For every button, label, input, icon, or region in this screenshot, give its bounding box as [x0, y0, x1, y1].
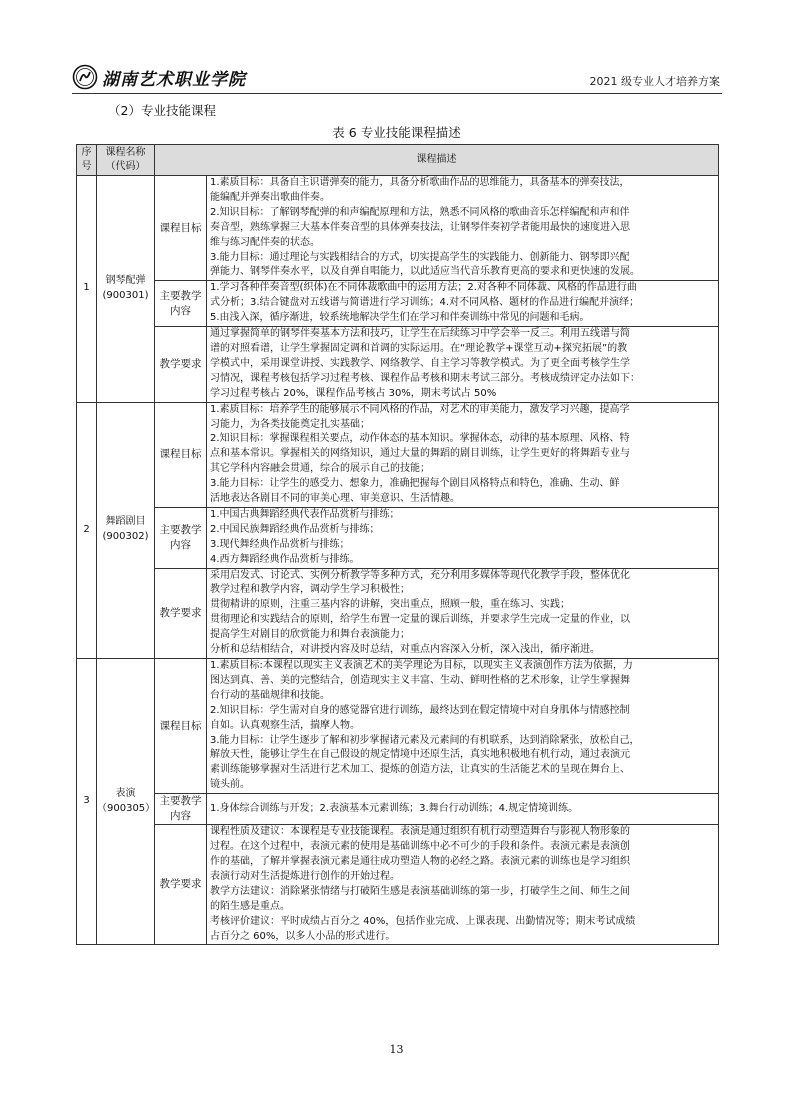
row-label: 教学要求 [155, 825, 207, 945]
header-description: 课程描述 [155, 145, 719, 176]
course-name: 钢琴配弹 [105, 274, 146, 286]
description-line: 奏音型，熟练掌握三大基本伴奏音型的具体弹奏技法，让钢琴伴奏初学者能用最快的速度进入思 [210, 221, 630, 233]
description-line: 教学方法建议：消除紧张情绪与打破陌生感是表演基础训练的第一步，打破学生之间、师生之间 [210, 885, 630, 897]
row-label: 教学要求 [155, 327, 207, 403]
table-row [77, 402, 719, 507]
description-line: 其它学科内容融会贯通，综合的展示自己的技能； [210, 463, 430, 475]
description-line: 弹能力、钢琴伴奏水平，以及自弹自唱能力，以此适应当代音乐教育更高的要求和更快速的发展。 [210, 266, 640, 278]
description-line: 解放天性，能够让学生在自己假设的规定情境中还原生活，真实地积极地有机行动，通过表演元 [210, 749, 630, 761]
course-code: (900302) [102, 531, 149, 543]
course-code: （900305） [97, 802, 156, 814]
row-description [207, 402, 719, 507]
header-no: 序 号 [77, 145, 97, 176]
description-line: 3.现代舞经典作品赏析与排练； [210, 538, 350, 550]
description-line: 过程。在这个过程中，表演元素的使用是基础训练中必不可少的手段和条件。表演元素是表演创 [210, 841, 630, 853]
table-row [77, 327, 719, 403]
row-label: 主要教学内容 [155, 507, 207, 568]
school-name: 湖南艺术职业学院 [102, 69, 246, 90]
course-name-cell [97, 176, 155, 403]
description-line: 贯彻理论和实践结合的原则，给学生布置一定量的课后训练，并要求学生完成一定量的作业，以 [210, 614, 630, 626]
row-label: 课程目标 [155, 402, 207, 507]
course-name: 表演 [115, 787, 136, 799]
page-header [72, 62, 722, 94]
description-line: 式分析；3.结合键盘对五线谱与简谱进行学习训练；4.对不同风格、题材的作品进行编配并演绎； [210, 297, 640, 309]
description-line: 表演行动对生活提炼进行创作的开始过程。 [210, 870, 400, 882]
description-line: 分析和总结相结合，对讲授内容及时总结，对重点内容深入分析，深入浅出，循序渐进。 [210, 644, 600, 656]
row-label: 课程目标 [155, 659, 207, 794]
row-description [207, 176, 719, 281]
row-description [207, 794, 719, 825]
description-line: 教学过程和教学内容，调动学生学习积极性； [210, 584, 410, 596]
row-description [207, 825, 719, 945]
description-line: 2.知识目标：学生需对自身的感觉器官进行训练，最终达到在假定情境中对自身肌体与情感控制 [210, 704, 630, 716]
description-line: 谱的对照看谱，让学生掌握固定调和首调的实际运用。在“理论教学+课堂互动+探究拓展”的教 [210, 342, 628, 354]
course-name: 舞蹈剧目 [105, 516, 146, 528]
row-description [207, 281, 719, 327]
description-line: 习能力，为各类技能奠定扎实基础； [210, 418, 370, 430]
course-description-table [76, 144, 719, 945]
section-title: （2）专业技能课程 [108, 103, 216, 118]
description-line: 1.素质目标:本课程以现实主义表演艺术的美学理论为目标，以现实主义表演创作方法为依据，力 [210, 660, 633, 671]
description-line: 2.知识目标：了解钢琴配弹的和声编配原理和方法，熟悉不同风格的歌曲音乐怎样编配和声和伴 [210, 206, 630, 218]
header-course-name: 课程名称 （代码） [97, 145, 155, 176]
table-row [77, 568, 719, 658]
table-row [77, 176, 719, 281]
row-label: 主要教学内容 [155, 281, 207, 327]
row-description [207, 507, 719, 568]
description-line: 自如。认真观察生活，揣摩人物。 [210, 719, 360, 731]
description-line: 考核评价建议：平时成绩占百分之 40%，包括作业完成、上课表现、出勤情况等；期末考试成绩 [210, 915, 636, 927]
description-line: 3.能力目标：通过理论与实践相结合的方式，切实提高学生的实践能力、创新能力、钢琴即兴配 [210, 251, 630, 263]
row-label: 课程目标 [155, 176, 207, 281]
row-description [207, 568, 719, 658]
row-label: 教学要求 [155, 568, 207, 658]
description-line: 台行动的基础规律和技能。 [210, 689, 330, 701]
table-row [77, 281, 719, 327]
description-line: 4.西方舞蹈经典作品赏析与排练。 [210, 553, 360, 565]
description-line: 能编配并弹奏出歌曲伴奏。 [210, 191, 330, 203]
description-line: 3.能力目标：让学生的感受力、想象力，准确把握每个剧目风格特点和特色，准确、生动、鲜 [210, 478, 620, 490]
description-line: 1.素质目标：具备自主识谱弹奏的能力，具备分析歌曲作品的思维能力，具备基本的弹奏技法， [210, 177, 630, 188]
table-caption: 表 6 专业技能课程描述 [332, 125, 461, 140]
description-line: 点和基本常识。掌握相关的网络知识，通过大量的舞蹈的剧目训练，让学生更好的将舞蹈专业与 [210, 448, 630, 460]
description-line: 维与练习配伴奏的状态。 [210, 236, 320, 248]
description-line: 的陌生感是重点。 [210, 900, 290, 912]
description-line: 1.身体综合训练与开发；2.表演基本元素训练；3.舞台行动训练；4.规定情境训练。 [210, 802, 579, 814]
school-logo [72, 62, 246, 92]
table-header-row [77, 145, 719, 176]
row-description [207, 327, 719, 403]
description-line: 学习过程考核占 20%，课程作品考核占 30%，期末考试占 50% [210, 387, 497, 399]
description-line: 镜头前。 [210, 779, 250, 791]
description-line: 3.能力目标：让学生逐步了解和初步掌握诸元素及元素间的有机联系，达到消除紧张，放松自己， [210, 734, 640, 746]
description-line: 素训练能够掌握对生活进行艺术加工、提炼的创造方法，让真实的生活能艺术的呈现在舞台上、 [210, 764, 630, 776]
description-line: 2.中国民族舞蹈经典作品赏析与排练； [210, 523, 380, 535]
course-name-cell [97, 402, 155, 658]
table-row [77, 507, 719, 568]
description-line: 提高学生对剧目的欣赏能力和舞台表演能力； [210, 629, 410, 641]
row-label: 主要教学内容 [155, 794, 207, 825]
description-line: 1.中国古典舞蹈经典代表作品赏析与排练； [210, 508, 400, 520]
page-number: 13 [389, 1043, 404, 1056]
school-seal-icon [72, 64, 98, 90]
course-code: (900301) [102, 289, 149, 301]
row-description [207, 659, 719, 794]
course-number: 2 [77, 402, 97, 658]
description-line: 课程性质及建议：本课程是专业技能课程。表演是通过组织有机行动塑造舞台与影视人物形象的 [210, 826, 630, 838]
description-line: 活地表达各剧目不同的审美心理、审美意识、生活情趣。 [210, 493, 460, 505]
course-number: 1 [77, 176, 97, 403]
description-line: 1.学习各种伴奏音型(织体)在不同体裁歌曲中的运用方法；2.对各种不同体裁、风格的作品进行曲 [210, 282, 637, 294]
description-line: 采用启发式、讨论式、实例分析教学等多种方式，充分利用多媒体等现代化教学手段，整体优化 [210, 569, 630, 581]
description-line: 作的基础，了解并掌握表演元素是通往成功塑造人物的必经之路。表演元素的训练也是学习组织 [210, 855, 630, 867]
description-line: 学模式中，采用课堂讲授、实践教学、网络教学、自主学习等教学模式。为了更全面考核学生学 [210, 357, 630, 369]
course-name-cell [97, 659, 155, 945]
plan-title: 2021 级专业人才培养方案 [589, 75, 720, 88]
description-line: 占百分之 60%，以多人小品的形式进行。 [210, 930, 396, 942]
description-line: 5.由浅入深，循序渐进，较系统地解决学生们在学习和伴奏训练中常见的问题和毛病。 [210, 312, 590, 324]
table-row [77, 659, 719, 794]
table-row [77, 794, 719, 825]
description-line: 图达到真、善、美的完整结合，创造现实主义丰富、生动、鲜明性格的艺术形象，让学生掌握舞 [210, 674, 630, 686]
description-line: 通过掌握简单的钢琴伴奏基本方法和技巧，让学生在后续练习中学会举一反三。利用五线谱与简 [210, 328, 630, 340]
table-row [77, 825, 719, 945]
description-line: 2.知识目标：掌握课程相关要点，动作体态的基本知识。掌握体态，动律的基本原理、风格、特 [210, 433, 630, 445]
description-line: 1.素质目标：培养学生的能够展示不同风格的作品，对艺术的审美能力，激发学习兴趣，提高学 [210, 403, 630, 415]
course-number: 3 [77, 659, 97, 945]
description-line: 习情况，课程考核包括学习过程考核、课程作品考核和期末考试三部分。考核成绩评定办法如下： [210, 372, 640, 384]
description-line: 贯彻精讲的原则，注重三基内容的讲解，突出重点，照顾一般，重在练习、实践； [210, 599, 570, 611]
